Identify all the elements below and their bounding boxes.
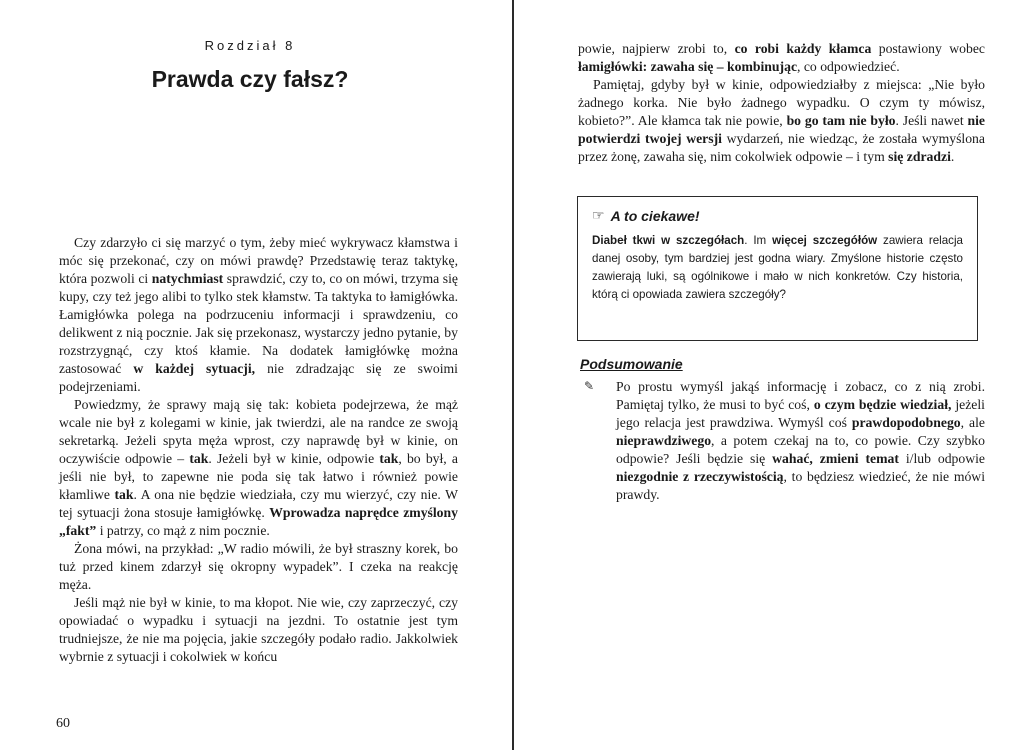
bold-run: wahać, zmieni temat [772,451,899,466]
summary-text-container [616,378,985,504]
bold-run: prawdopodobnego [851,415,961,430]
bold-run: niezgodnie z rzeczywistością [616,469,784,484]
bold-run: tak [114,487,134,502]
paragraph: Powiedzmy, że sprawy mają się tak: kobieta podejrzewa, że mąż wcale nie był z kolegami w kinie, jak twierdzi, ale na randce ze swoją sekretarką. Jeżeli spyta męża wprost, czy naprawdę był w kinie, on oczywiście odpowie – tak. Jeżeli był w kinie, odpowie tak, bo był, a jeśli nie był, to zapewne nie poda się tak łatwo i również powie kłamliwe tak. A ona nie będzie wiedziała, czy mu wierzyć, czy nie. W tej sytuacji żona stosuje łamigłówkę. Wprowadza naprędce zmyślony „fakt” i patrzy, co mąż z nim pocznie. [59,397,458,538]
bold-run: łamigłówki: zawaha się – kombinując [578,59,798,74]
summary-heading: Podsumowanie [580,356,683,372]
pointing-hand-icon: ☞ [592,207,605,223]
summary-block [580,378,985,504]
paragraph: Jeśli mąż nie był w kinie, to ma kłopot. Nie wie, czy zaprzeczyć, czy opowiadać o wypadku i sytuacji na jezdni. To ostatnie jest tym trudniejsze, że nie ma pojęcia, jakie szczegóły podało radio. Jakkolwiek wybrnie z sytuacji i cokolwiek w końcu [59,595,458,664]
paragraph: powie, najpierw zrobi to, co robi każdy kłamca postawiony wobec łamigłówki: zawaha się – kombinując, co odpowiedzieć. [578,41,985,74]
page-number: 60 [56,716,70,731]
bold-run: w każdej sytuacji, [133,361,256,376]
bold-run: tak [379,451,399,466]
pencil-icon: ✎ [584,379,595,393]
fun-fact-title: A to ciekawe! [610,207,700,224]
paragraph: Pamiętaj, gdyby był w kinie, odpowiedziałby z miejsca: „Nie było żadnego korka. Nie było żadnego wypadku. O czym ty mówisz, kobieto?”. Ale kłamca tak nie powie, bo go tam nie było. Jeśli nawet nie potwierdzi twojej wersji wydarzeń, nie wiedząc, że została wymyślona przez żonę, zawaha się, nim cokolwiek odpowie – i tym się zdradzi. [578,77,985,164]
right-body-text [578,40,985,166]
bold-run: natychmiast [151,271,224,286]
bold-run: Diabeł tkwi w szczegółach [592,234,745,247]
right-page [516,0,1013,750]
paragraph: Czy zdarzyło ci się marzyć o tym, żeby mieć wykrywacz kłamstwa i móc się przekonać, czy on mówi prawdę? Przedstawię teraz taktykę, która pozwoli ci natychmiast sprawdzić, czy to, co on mówi, trzyma się kupy, czy też jego alibi to tylko stek kłamstw. Ta taktyka to łamigłówka. Łamigłówka polega na podrzuceniu informacji i sprawdzeniu, co delikwent z nią pocznie. Jak się przekonasz, wystarczy jedno pytanie, by rozstrzygnąć, czy ktoś kłamie. Na dodatek łamigłówkę można zastosować w każdej sytuacji, nie zdradzając się ze swoimi podejrzeniami. [59,235,458,394]
book-gutter [512,0,514,750]
chapter-title: Prawda czy fałsz? [151,66,349,92]
bold-run: nieprawdziwego [616,433,712,448]
chapter-label: Rozdział 8 [204,38,296,53]
bold-run: Wprowadza naprędce zmyślony „fakt” [59,505,458,538]
left-body-text [59,234,458,666]
bold-run: więcej szczegółów [772,234,878,247]
paragraph: Żona mówi, na przykład: „W radio mówili, że był straszny korek, bo tuż przed kinem zdarzył się okropny wypadek”. I czeka na reakcję męża. [59,541,458,592]
bold-run: tak [189,451,209,466]
fun-fact-text: Diabeł tkwi w szczegółach. Im więcej szczegółów zawiera relacja danej osoby, tym bardziej jest godna wiary. Zmyślone historie często zawierają luki, są ogólnikowe i mało w nich konkretów. Czy historia, którą ci opowiada zawiera szczegóły? [592,234,963,301]
bold-run: się zdradzi [888,149,951,164]
summary-text: Po prostu wymyśl jakąś informację i zobacz, co z nią zrobi. Pamiętaj tylko, że musi to być coś, o czym będzie wiedział, jeżeli jego relacja jest prawdziwa. Wymyśl coś prawdopodobnego, ale nieprawdziwego, a potem czekaj na to, co powie. Czy szybko odpowie? Jeśli będzie się wahać, zmieni temat i/lub odpowie niezgodnie z rzeczywistością, to będziesz wiedzieć, że nie mówi prawdy. [616,379,986,502]
bold-run: co robi każdy kłamca [734,41,872,56]
bold-run: nie potwierdzi twojej wersji [578,113,985,146]
fun-fact-box [577,196,978,341]
bold-run: bo go tam nie było [786,113,896,128]
fun-fact-heading [592,207,963,224]
bold-run: o czym będzie wiedział, [813,397,952,412]
